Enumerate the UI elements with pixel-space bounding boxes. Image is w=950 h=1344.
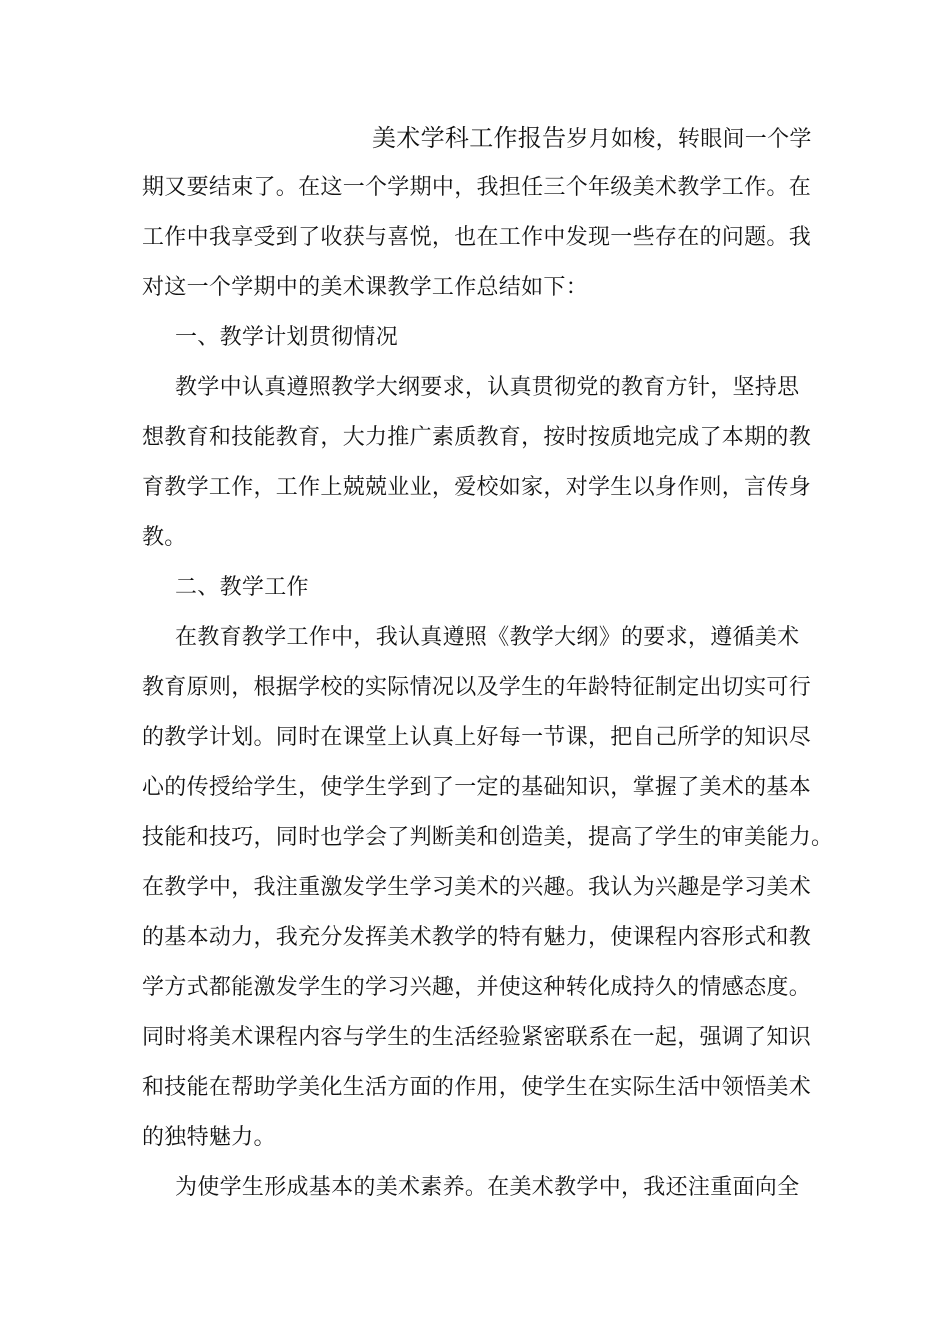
- intro-line: 对这一个学期中的美术课教学工作总结如下：: [142, 275, 589, 300]
- section2-line: 教育原则，根据学校的实际情况以及学生的年龄特征制定出切实可行: [142, 675, 812, 700]
- title-line: [372, 123, 812, 155]
- document-title: 美术学科工作报告: [372, 124, 567, 152]
- intro-line: 工作中我享受到了收获与喜悦，也在工作中发现一些存在的问题。我: [142, 225, 812, 250]
- section2-line: 学方式都能激发学生的学习兴趣，并使这种转化成持久的情感态度。: [142, 975, 812, 1000]
- section2-line: 在教育教学工作中，我认真遵照《教学大纲》的要求，遵循美术: [175, 625, 800, 650]
- intro-line: 期又要结束了。在这一个学期中，我担任三个年级美术教学工作。在: [142, 175, 812, 200]
- section2-line: 技能和技巧，同时也学会了判断美和创造美，提高了学生的审美能力。: [142, 825, 834, 850]
- section-heading-2: 二、教学工作: [175, 575, 309, 600]
- section1-line: 想教育和技能教育，大力推广素质教育，按时按质地完成了本期的教: [142, 425, 812, 450]
- section2-line: 心的传授给学生，使学生学到了一定的基础知识，掌握了美术的基本: [142, 775, 812, 800]
- section-heading-1: 一、教学计划贯彻情况: [175, 325, 399, 350]
- section2-line: 的基本动力，我充分发挥美术教学的特有魅力，使课程内容形式和教: [142, 925, 812, 950]
- section1-line: 教。: [142, 525, 187, 550]
- section1-line: 育教学工作，工作上兢兢业业，爱校如家，对学生以身作则，言传身: [142, 475, 812, 500]
- section2-line: 在教学中，我注重激发学生学习美术的兴趣。我认为兴趣是学习美术: [142, 875, 812, 900]
- section1-line: 教学中认真遵照教学大纲要求，认真贯彻党的教育方针，坚持思: [175, 375, 800, 400]
- section2-paragraph2-line: 为使学生形成基本的美术素养。在美术教学中，我还注重面向全: [175, 1175, 800, 1200]
- intro-first-line: 岁月如梭，转眼间一个学: [566, 127, 812, 152]
- section2-line: 和技能在帮助学美化生活方面的作用，使学生在实际生活中领悟美术: [142, 1075, 812, 1100]
- section2-line: 的教学计划。同时在课堂上认真上好每一节课，把自己所学的知识尽: [142, 725, 812, 750]
- section2-line: 的独特魅力。: [142, 1125, 276, 1150]
- section2-line: 同时将美术课程内容与学生的生活经验紧密联系在一起，强调了知识: [142, 1025, 812, 1050]
